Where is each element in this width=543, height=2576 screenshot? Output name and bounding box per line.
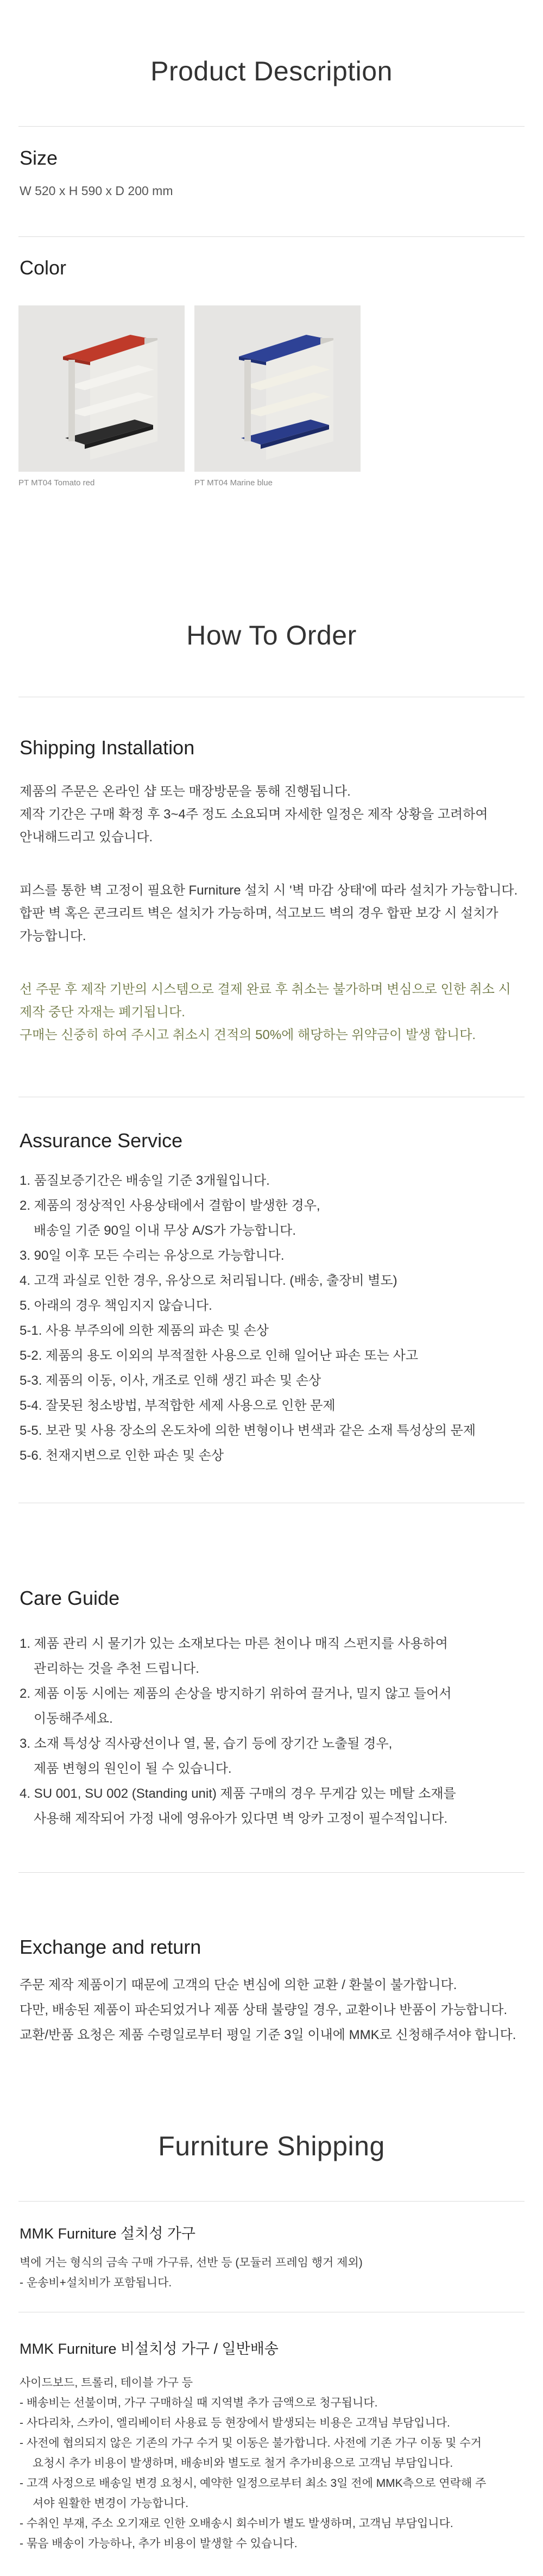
general-delivery-heading: MMK Furniture 비설치성 가구 / 일반배송 xyxy=(20,2341,279,2357)
assurance-service-heading: Assurance Service xyxy=(20,1129,183,1152)
shipping-cancellation-notice: 선 주문 후 제작 기반의 시스템으로 결제 완료 후 취소는 불가하며 변심으로 인한 취소 시 제작 중단 자재는 폐기됩니다. 구매는 신중히 하여 주시고 취소시 견적의 50%에 해당하는 위약금이 발생 합니다. xyxy=(20,982,511,1042)
color-heading: Color xyxy=(20,257,67,279)
divider xyxy=(18,126,525,127)
list-item: 제품 변형의 원인이 될 수 있습니다. xyxy=(34,1761,232,1776)
divider xyxy=(18,236,525,237)
shipping-installation-heading: Shipping Installation xyxy=(20,736,195,759)
exchange-return-text: 주문 제작 제품이기 때문에 고객의 단순 변심에 의한 교환 / 환불이 불가합니다. 다만, 배송된 제품이 파손되었거나 제품 상태 불량일 경우, 교환이나 반품이 가능합니다. 교환/반품 요청은 제품 수령일로부터 평일 기준 3일 이내에 MMK로 신청해주셔야 합니다. xyxy=(20,1978,516,2042)
install-furniture-heading: MMK Furniture 설치성 가구 xyxy=(20,2225,195,2242)
list-item: 5. 아래의 경우 책임지지 않습니다. xyxy=(20,1298,212,1313)
size-heading: Size xyxy=(20,147,58,169)
list-item: 2. 제품의 정상적인 사용상태에서 결함이 발생한 경우, xyxy=(20,1198,320,1213)
shelf-unit-marine-blue-image xyxy=(194,305,361,472)
list-item: 4. SU 001, SU 002 (Standing unit) 제품 구매의 경우 무게감 있는 메탈 소재를 xyxy=(20,1786,456,1801)
how-to-order-title: How To Order xyxy=(186,620,357,651)
divider xyxy=(18,2201,525,2202)
list-item: 사용해 제작되어 가정 내에 영유아가 있다면 벽 앙카 고정이 필수적입니다. xyxy=(34,1811,448,1826)
list-item: 이동해주세요. xyxy=(34,1711,113,1726)
divider xyxy=(18,1872,525,1873)
list-item: 5-5. 보관 및 사용 장소의 온도차에 의한 변형이나 변색과 같은 소재 특성상의 문제 xyxy=(20,1423,476,1438)
list-item: 2. 제품 이동 시에는 제품의 손상을 방지하기 위하여 끌거나, 밀지 않고 들어서 xyxy=(20,1686,452,1701)
exchange-return-heading: Exchange and return xyxy=(20,1936,201,1958)
color-swatch-tomato-red[interactable] xyxy=(18,305,185,472)
shipping-paragraph-2: 피스를 통한 벽 고정이 필요한 Furniture 설치 시 '벽 마감 상태'에 따라 설치가 가능합니다. 합판 벽 혹은 콘크리트 벽은 설치가 가능하며, 석고보드 벽의 경우 합판 보강 시 설치가 가능합니다. xyxy=(20,883,518,943)
product-description-title: Product Description xyxy=(150,56,393,86)
list-item: 5-6. 천재지변으로 인한 파손 및 손상 xyxy=(20,1448,224,1463)
general-delivery-text: 사이드보드, 트롤리, 테이블 가구 등 - 배송비는 선불이며, 가구 구매하실 때 지역별 추가 금액으로 청구됩니다. - 사다리차, 스카이, 엘리베이터 사용료 등 현장에서 발생되는 비용은 고객님 부담입니다. - 사전에 협의되지 않은 기존의 가구 수거 및 이동은 불가합니다. 사전에 기존 가구 이동 및 수거 요청시 추가 비용이 발생하며, 배송비와 별도로 철거 추가비용으로 고객님 부담입니다. - 고객 사정으로 배송일 변경 요청시, 예약한 일정으로부터 최소 3일 전에 MMK측으로 연락해 주 셔야 원활한 변경이 가능합니다. - 수취인 부재, 주소 오기재로 인한 오배송시 회수비가 별도 발생하며, 고객님 부담입니다. - 묶음 배송이 가능하나, 추가 비용이 발생할 수 있습니다. xyxy=(20,2377,487,2550)
list-item: 1. 품질보증기간은 배송일 기준 3개월입니다. xyxy=(20,1173,270,1188)
list-item: 5-2. 제품의 용도 이외의 부적절한 사용으로 인해 일어난 파손 또는 사고 xyxy=(20,1348,419,1363)
list-item: 5-4. 잘못된 청소방법, 부적합한 세제 사용으로 인한 문제 xyxy=(20,1398,336,1413)
install-furniture-text: 벽에 거는 형식의 금속 구매 가구류, 선반 등 (모듈러 프레임 행거 제외) - 운송비+설치비가 포함됩니다. xyxy=(20,2256,363,2289)
size-value: W 520 x H 590 x D 200 mm xyxy=(20,184,173,198)
care-guide-list xyxy=(20,1631,456,1831)
list-item: 5-1. 사용 부주의에 의한 제품의 파손 및 손상 xyxy=(20,1323,269,1338)
list-item: 4. 고객 과실로 인한 경우, 유상으로 처리됩니다. (배송, 출장비 별도) xyxy=(20,1273,397,1288)
list-item: 배송일 기준 90일 이내 무상 A/S가 가능합니다. xyxy=(34,1223,296,1238)
assurance-list xyxy=(20,1168,476,1468)
furniture-shipping-title: Furniture Shipping xyxy=(158,2131,385,2161)
color-caption-tomato-red: PT MT04 Tomato red xyxy=(18,478,95,487)
color-swatch-marine-blue[interactable] xyxy=(194,305,361,472)
list-item: 1. 제품 관리 시 물기가 있는 소재보다는 마른 천이나 매직 스펀지를 사용하여 xyxy=(20,1636,448,1651)
list-item: 관리하는 것을 추천 드립니다. xyxy=(34,1661,199,1676)
color-caption-marine-blue: PT MT04 Marine blue xyxy=(194,478,273,487)
shelf-unit-tomato-red-image xyxy=(18,305,185,472)
list-item: 5-3. 제품의 이동, 이사, 개조로 인해 생긴 파손 및 손상 xyxy=(20,1373,321,1388)
shipping-paragraph-1: 제품의 주문은 온라인 샵 또는 매장방문을 통해 진행됩니다. 제작 기간은 구매 확정 후 3~4주 정도 소요되며 자세한 일정은 제작 상황을 고려하여 안내해드리고 있습니다. xyxy=(20,784,488,845)
care-guide-heading: Care Guide xyxy=(20,1587,120,1609)
list-item: 3. 소재 특성상 직사광선이나 열, 물, 습기 등에 장기간 노출될 경우, xyxy=(20,1736,393,1751)
list-item: 3. 90일 이후 모든 수리는 유상으로 가능합니다. xyxy=(20,1248,285,1263)
